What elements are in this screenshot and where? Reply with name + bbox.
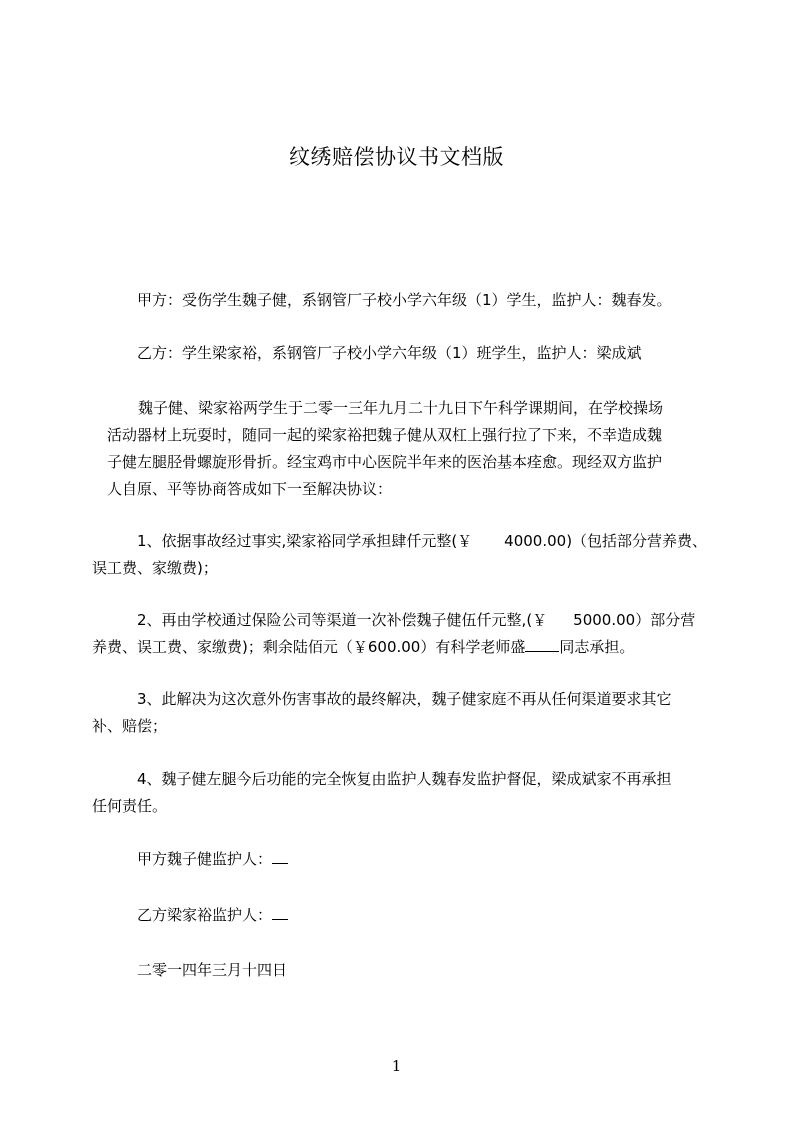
clause-3-line-2: 补、赔偿；: [92, 717, 168, 735]
clause-1-text: 1、依据事故经过事实,梁家裕同学承担肆仟元整(￥: [137, 532, 473, 550]
clause-2-text: 养费、误工费、家缴费)；剩余陆佰元（￥600.00）有科学老师盛: [92, 638, 526, 656]
clause-3-line-1: 3、此解决为这次意外伤害事故的最终解决，魏子健家庭不再从任何渠道要求其它: [137, 690, 672, 708]
intro-line: 人自原、平等协商答成如下一至解决协议：: [107, 480, 393, 498]
document-title: 纹绣赔偿协议书文档版: [289, 145, 504, 169]
intro-line: 子健左腿胫骨螺旋形骨折。经宝鸡市中心医院半年来的医治基本痊愈。现经双方监护: [107, 453, 663, 471]
clause-2-amount: 5000.00）部分营: [573, 611, 696, 629]
clause-2-line-1: [137, 610, 695, 630]
signature-party-a: [137, 849, 288, 869]
signature-party-b-label: 乙方梁家裕监护人：: [137, 906, 273, 924]
agreement-date: 二零一四年三月十四日: [137, 961, 288, 979]
intro-line: 魏子健、梁家裕两学生于二零一三年九月二十九日下午科学课期间，在学校操场: [138, 399, 664, 417]
clause-1-line-1: [137, 531, 707, 551]
party-b-line: 乙方：学生梁家裕，系钢管厂子校小学六年级（1）班学生，监护人：梁成斌: [137, 344, 642, 362]
clause-4-line-1: 4、魏子健左腿今后功能的完全恢复由监护人魏春发监护督促，梁成斌家不再承担: [137, 770, 672, 788]
clause-2-line-2: [92, 637, 634, 657]
teacher-name-blank: [525, 637, 559, 652]
clause-2-text-end: 同志承担。: [559, 638, 635, 656]
signature-party-a-label: 甲方魏子健监护人：: [137, 850, 273, 868]
signature-party-b-blank: [272, 905, 288, 920]
signature-party-b: [137, 905, 288, 925]
party-a-line: 甲方：受伤学生魏子健，系钢管厂子校小学六年级（1）学生，监护人：魏春发。: [137, 291, 672, 309]
signature-party-a-blank: [272, 849, 288, 864]
page-number: 1: [391, 1057, 402, 1075]
clause-1-amount: 4000.00)（包括部分营养费、: [504, 532, 708, 550]
intro-line: 活动器材上玩耍时，随同一起的梁家裕把魏子健从双杠上强行拉了下来，不幸造成魏: [107, 426, 663, 444]
clause-4-line-2: 任何责任。: [92, 797, 168, 815]
clause-1-line-2: 误工费、家缴费)；: [92, 559, 218, 577]
clause-2-text: 2、再由学校通过保险公司等渠道一次补偿魏子健伍仟元整,(￥: [137, 611, 548, 629]
